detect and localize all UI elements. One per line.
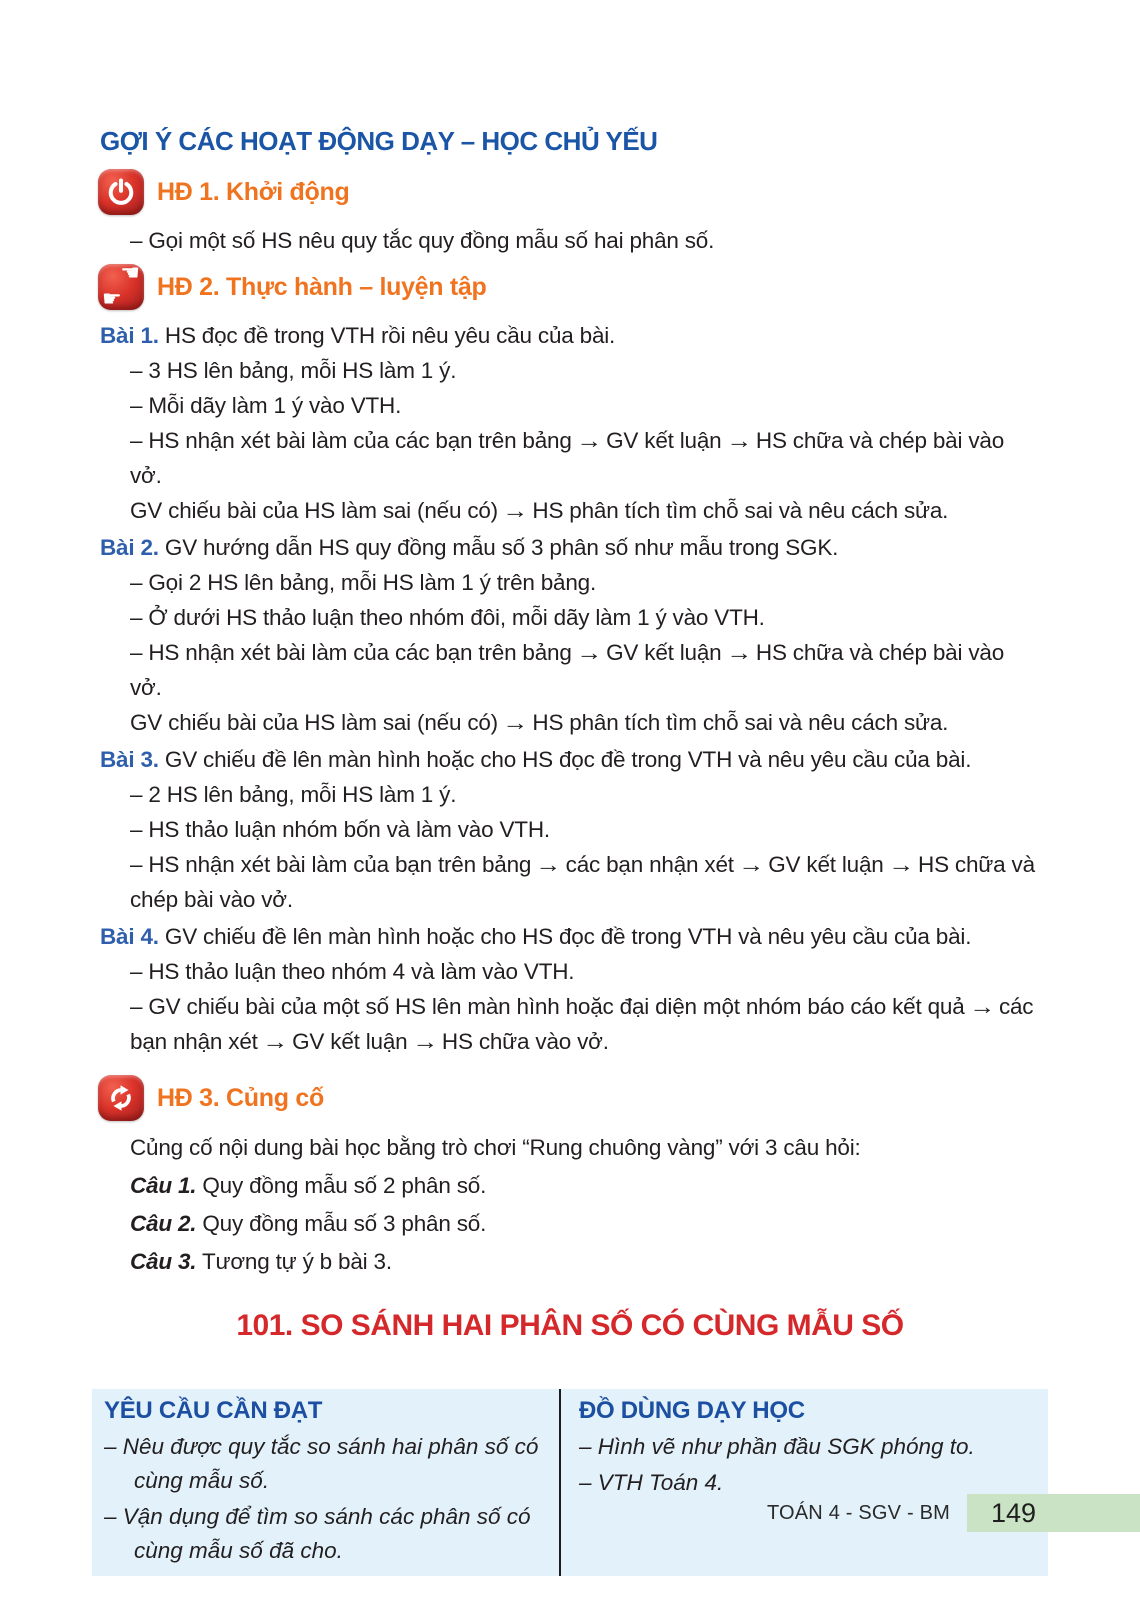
- body-paragraph: [100, 530, 1040, 565]
- text-run: GV chiếu bài của HS làm sai (nếu có): [130, 710, 505, 735]
- text-run: – Gọi 2 HS lên bảng, mỗi HS làm 1 ý trên bảng.: [130, 570, 597, 595]
- text-run: GV kết luận: [600, 428, 728, 453]
- body-paragraph: [130, 565, 1040, 600]
- text-run: Câu 2.: [130, 1211, 197, 1236]
- text-run: – HS nhận xét bài làm của các bạn trên bảng: [130, 428, 578, 453]
- body-paragraph: [130, 777, 1040, 812]
- text-run: – 3 HS lên bảng, mỗi HS làm 1 ý.: [130, 358, 457, 383]
- page-number: 149: [991, 1497, 1037, 1528]
- text-run: – HS nhận xét bài làm của các bạn trên bảng: [130, 640, 578, 665]
- refresh-icon: [98, 1075, 144, 1121]
- arrow-icon: →: [887, 852, 914, 877]
- body-paragraph: [130, 353, 1040, 388]
- lesson-title: 101. SO SÁNH HAI PHÂN SỐ CÓ CÙNG MẪU SỐ: [236, 1309, 904, 1342]
- page-number-box: [967, 1494, 1140, 1532]
- arrow-icon: →: [411, 1029, 438, 1054]
- text-run: – HS thảo luận theo nhóm 4 và làm vào VTH.: [130, 959, 575, 984]
- text-run: Quy đồng mẫu số 2 phân số.: [196, 1173, 487, 1198]
- arrow-icon: →: [502, 710, 529, 735]
- text-run: Quy đồng mẫu số 3 phân số.: [196, 1211, 487, 1236]
- requirements-header: YÊU CẦU CẦN ĐẠT: [104, 1397, 323, 1424]
- activity-heading: [98, 260, 1040, 311]
- body-paragraph: [130, 812, 1040, 847]
- arrow-icon: →: [968, 994, 995, 1019]
- body-paragraph: [130, 989, 1040, 1059]
- text-run: – GV chiếu bài của một số HS lên màn hình hoặc đại diện một nhóm báo cáo kết quả: [130, 994, 971, 1019]
- power-icon: [98, 169, 144, 215]
- text-run: GV kết luận: [286, 1029, 414, 1054]
- body-paragraph: [130, 493, 1040, 528]
- arrow-icon: →: [725, 428, 752, 453]
- body-paragraph: [130, 1167, 1040, 1205]
- text-run: GV chiếu đề lên màn hình hoặc cho HS đọc đề trong VTH và nêu yêu cầu của bài.: [158, 924, 972, 949]
- lesson-info-table: [92, 1389, 1048, 1576]
- text-run: – 2 HS lên bảng, mỗi HS làm 1 ý.: [130, 782, 457, 807]
- text-run: Bài 2.: [100, 535, 159, 560]
- activity-blocks: [100, 169, 1040, 1281]
- body-paragraph: [130, 954, 1040, 989]
- text-run: GV hướng dẫn HS quy đồng mẫu số 3 phân số như mẫu trong SGK.: [158, 535, 839, 560]
- body-paragraph: [130, 1205, 1040, 1243]
- text-run: GV kết luận: [762, 852, 890, 877]
- text-run: – HS thảo luận nhóm bốn và làm vào VTH.: [130, 817, 550, 842]
- body-paragraph: [130, 1129, 1040, 1167]
- text-run: HS phân tích tìm chỗ sai và nêu cách sửa.: [526, 498, 949, 523]
- text-run: GV chiếu đề lên màn hình hoặc cho HS đọc đề trong VTH và nêu yêu cầu của bài.: [158, 747, 972, 772]
- activity-heading: [98, 1075, 1040, 1121]
- table-item: – Vận dụng để tìm so sánh các phân số có cùng mẫu số đã cho.: [104, 1504, 531, 1563]
- text-run: – Mỗi dãy làm 1 ý vào VTH.: [130, 393, 402, 418]
- content-area: [100, 126, 1040, 1576]
- text-run: các bạn nhận xét: [130, 994, 1034, 1054]
- activity-title: HĐ 3. Củng cố: [157, 1083, 324, 1112]
- text-run: – Ở dưới HS thảo luận theo nhóm đôi, mỗi dãy làm 1 ý vào VTH.: [130, 605, 765, 630]
- activity-title: HĐ 1. Khởi động: [157, 177, 350, 206]
- page-footer: [0, 1494, 1140, 1532]
- body-paragraph: [130, 388, 1040, 423]
- text-run: Câu 3.: [130, 1249, 197, 1274]
- text-run: HS chữa và chép bài vào vở.: [130, 640, 1005, 700]
- body-paragraph: [130, 635, 1040, 705]
- table-column-requirements: [92, 1389, 561, 1576]
- arrow-icon: →: [725, 640, 752, 665]
- text-run: – HS nhận xét bài làm của bạn trên bảng: [130, 852, 538, 877]
- activity-heading: [98, 169, 1040, 215]
- text-run: GV kết luận: [600, 640, 728, 665]
- section-title: GỢI Ý CÁC HOẠT ĐỘNG DẠY – HỌC CHỦ YẾU: [100, 126, 658, 156]
- arrow-icon: →: [576, 640, 602, 665]
- body-paragraph: [100, 919, 1040, 954]
- body-paragraph: [100, 742, 1040, 777]
- text-run: GV chiếu bài của HS làm sai (nếu có): [130, 498, 505, 523]
- table-item: – Nêu được quy tắc so sánh hai phân số có cùng mẫu số.: [104, 1434, 539, 1493]
- body-paragraph: [130, 423, 1040, 493]
- text-run: – Gọi một số HS nêu quy tắc quy đồng mẫu số hai phân số.: [130, 228, 715, 253]
- body-paragraph: [130, 223, 1040, 258]
- table-item: – VTH Toán 4.: [579, 1470, 724, 1495]
- body-paragraph: [130, 600, 1040, 635]
- text-run: HS chữa và chép bài vào vở.: [130, 428, 1005, 488]
- arrow-icon: →: [576, 428, 602, 453]
- body-paragraph: [130, 847, 1040, 917]
- text-run: Bài 3.: [100, 747, 159, 772]
- materials-items: [579, 1430, 1032, 1500]
- text-run: Tương tự ý b bài 3.: [196, 1249, 392, 1274]
- text-run: HS chữa và chép bài vào vở.: [130, 852, 1035, 912]
- text-run: Bài 1.: [100, 323, 159, 348]
- body-paragraph: [100, 318, 1040, 353]
- text-run: Bài 4.: [100, 924, 159, 949]
- book-label: TOÁN 4 - SGV - BM: [766, 1502, 950, 1524]
- text-run: HS đọc đề trong VTH rồi nêu yêu cầu của bài.: [158, 323, 616, 348]
- arrow-icon: →: [535, 852, 562, 877]
- table-item: – Hình vẽ như phần đầu SGK phóng to.: [579, 1434, 975, 1459]
- text-run: Câu 1.: [130, 1173, 197, 1198]
- arrow-icon: →: [738, 852, 764, 877]
- hands-icon: ☚ ☛: [98, 264, 144, 310]
- materials-header: ĐỒ DÙNG DẠY HỌC: [579, 1397, 805, 1424]
- arrow-icon: →: [502, 498, 529, 523]
- body-paragraph: [130, 705, 1040, 740]
- text-run: Củng cố nội dung bài học bằng trò chơi “Rung chuông vàng” với 3 câu hỏi:: [130, 1135, 861, 1160]
- table-column-materials: [561, 1389, 1048, 1576]
- activity-title: HĐ 2. Thực hành – luyện tập: [157, 272, 487, 301]
- body-paragraph: [130, 1243, 1040, 1281]
- arrow-icon: →: [262, 1029, 288, 1054]
- text-run: HS phân tích tìm chỗ sai và nêu cách sửa.: [526, 710, 949, 735]
- text-run: HS chữa vào vở.: [435, 1029, 609, 1054]
- text-run: các bạn nhận xét: [559, 852, 740, 877]
